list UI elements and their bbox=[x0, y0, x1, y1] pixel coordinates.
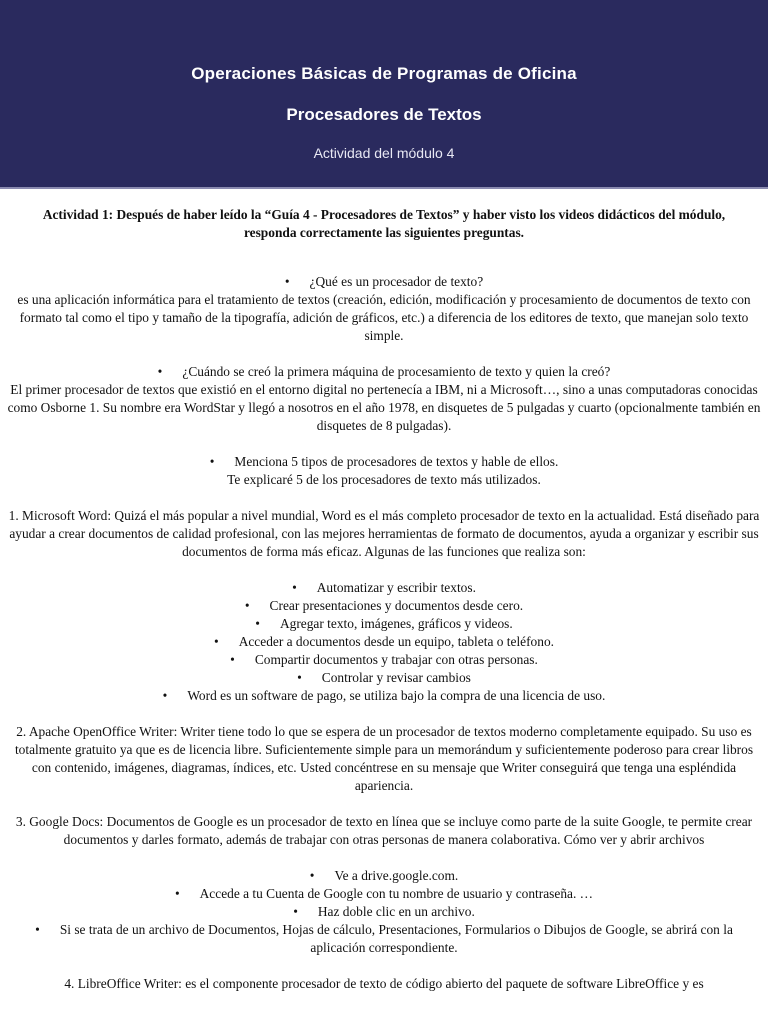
gdocs-description: 3. Google Docs: Documentos de Google es un procesador de texto en línea que se incluye como parte de la suite Google, te permite crear documentos y darles formato, además de trabajar con otras personas de manera colaborativa. Cómo ver y abrir archivos bbox=[15, 814, 753, 847]
list-item: • Controlar y revisar cambios bbox=[6, 669, 762, 687]
word-section bbox=[6, 507, 762, 561]
openoffice-description: 2. Apache OpenOffice Writer: Writer tiene todo lo que se espera de un procesador de textos moderno completamente equipado. Su uso es totalmente gratuito ya que es de licencia libre. Suficientemente simple para un memorándum y suficientemente poderoso para crear libros con contenido, imágenes, diagramas, índices, etc. Usted concéntrese en su mensaje que Writer conseguirá que tenga una espléndida apariencia. bbox=[14, 724, 754, 793]
document-body bbox=[0, 206, 768, 993]
libreoffice-section bbox=[6, 975, 762, 993]
question-2 bbox=[6, 363, 762, 435]
question-3-text: • Menciona 5 tipos de procesadores de textos y hable de ellos. bbox=[6, 453, 762, 471]
question-1-answer: es una aplicación informática para el tratamiento de textos (creación, edición, modificación y procesamiento de documentos de texto con formato tal como el tipo y tamaño de la tipografía, adición de gráficos, etc.) a diferencia de los editores de texto, que manejan solo texto simple. bbox=[17, 292, 751, 343]
list-item: • Accede a tu Cuenta de Google con tu nombre de usuario y contraseña. … bbox=[6, 885, 762, 903]
list-item: • Acceder a documentos desde un equipo, tableta o teléfono. bbox=[6, 633, 762, 651]
gdocs-section bbox=[6, 813, 762, 849]
list-item: • Crear presentaciones y documentos desde cero. bbox=[6, 597, 762, 615]
list-item: • Ve a drive.google.com. bbox=[6, 867, 762, 885]
list-item: • Si se trata de un archivo de Documentos, Hojas de cálculo, Presentaciones, Formularios o Dibujos de Google, se abrirá con la aplicación correspondiente. bbox=[6, 921, 762, 957]
question-2-answer: El primer procesador de textos que existió en el entorno digital no pertenecía a IBM, ni a Microsoft…, sino a unas computadoras conocidas como Osborne 1. Su nombre era WordStar y llegó a nosotros en el año 1978, en disquetes de 5 pulgadas y cuarto (opcionalmente también en disquetes de 8 pulgadas). bbox=[7, 382, 761, 433]
list-item: • Agregar texto, imágenes, gráficos y videos. bbox=[6, 615, 762, 633]
question-3 bbox=[6, 453, 762, 489]
openoffice-section bbox=[6, 723, 762, 795]
list-item: • Compartir documentos y trabajar con otras personas. bbox=[6, 651, 762, 669]
document-header bbox=[0, 0, 768, 189]
document-title: Operaciones Básicas de Programas de Oficina bbox=[191, 64, 577, 83]
list-item: • Haz doble clic en un archivo. bbox=[6, 903, 762, 921]
question-3-answer: Te explicaré 5 de los procesadores de texto más utilizados. bbox=[227, 472, 541, 487]
list-item: • Automatizar y escribir textos. bbox=[6, 579, 762, 597]
libreoffice-description: 4. LibreOffice Writer: es el componente procesador de texto de código abierto del paquete de software LibreOffice y es bbox=[64, 976, 704, 991]
gdocs-steps-list bbox=[6, 867, 762, 957]
word-description: 1. Microsoft Word: Quizá el más popular a nivel mundial, Word es el más completo procesador de texto en la actualidad. Está diseñado para ayudar a crear documentos de calidad profesional, con las mejores herramientas de formato de documentos, ayuda a organizar y escribir sus documentos de forma más eficaz. Algunas de las funciones que realiza son: bbox=[8, 508, 760, 559]
activity-label: Actividad del módulo 4 bbox=[313, 145, 455, 161]
question-2-text: • ¿Cuándo se creó la primera máquina de procesamiento de texto y quien la creó? bbox=[6, 363, 762, 381]
question-1-text: • ¿Qué es un procesador de texto? bbox=[6, 273, 762, 291]
document-subtitle: Procesadores de Textos bbox=[286, 105, 482, 124]
activity-instructions: Actividad 1: Después de haber leído la “Guía 4 - Procesadores de Textos” y haber visto los videos didácticos del módulo, responda correctamente las siguientes preguntas. bbox=[42, 207, 726, 240]
list-item: • Word es un software de pago, se utiliza bajo la compra de una licencia de uso. bbox=[6, 687, 762, 705]
question-1 bbox=[6, 273, 762, 345]
word-functions-list bbox=[6, 579, 762, 705]
